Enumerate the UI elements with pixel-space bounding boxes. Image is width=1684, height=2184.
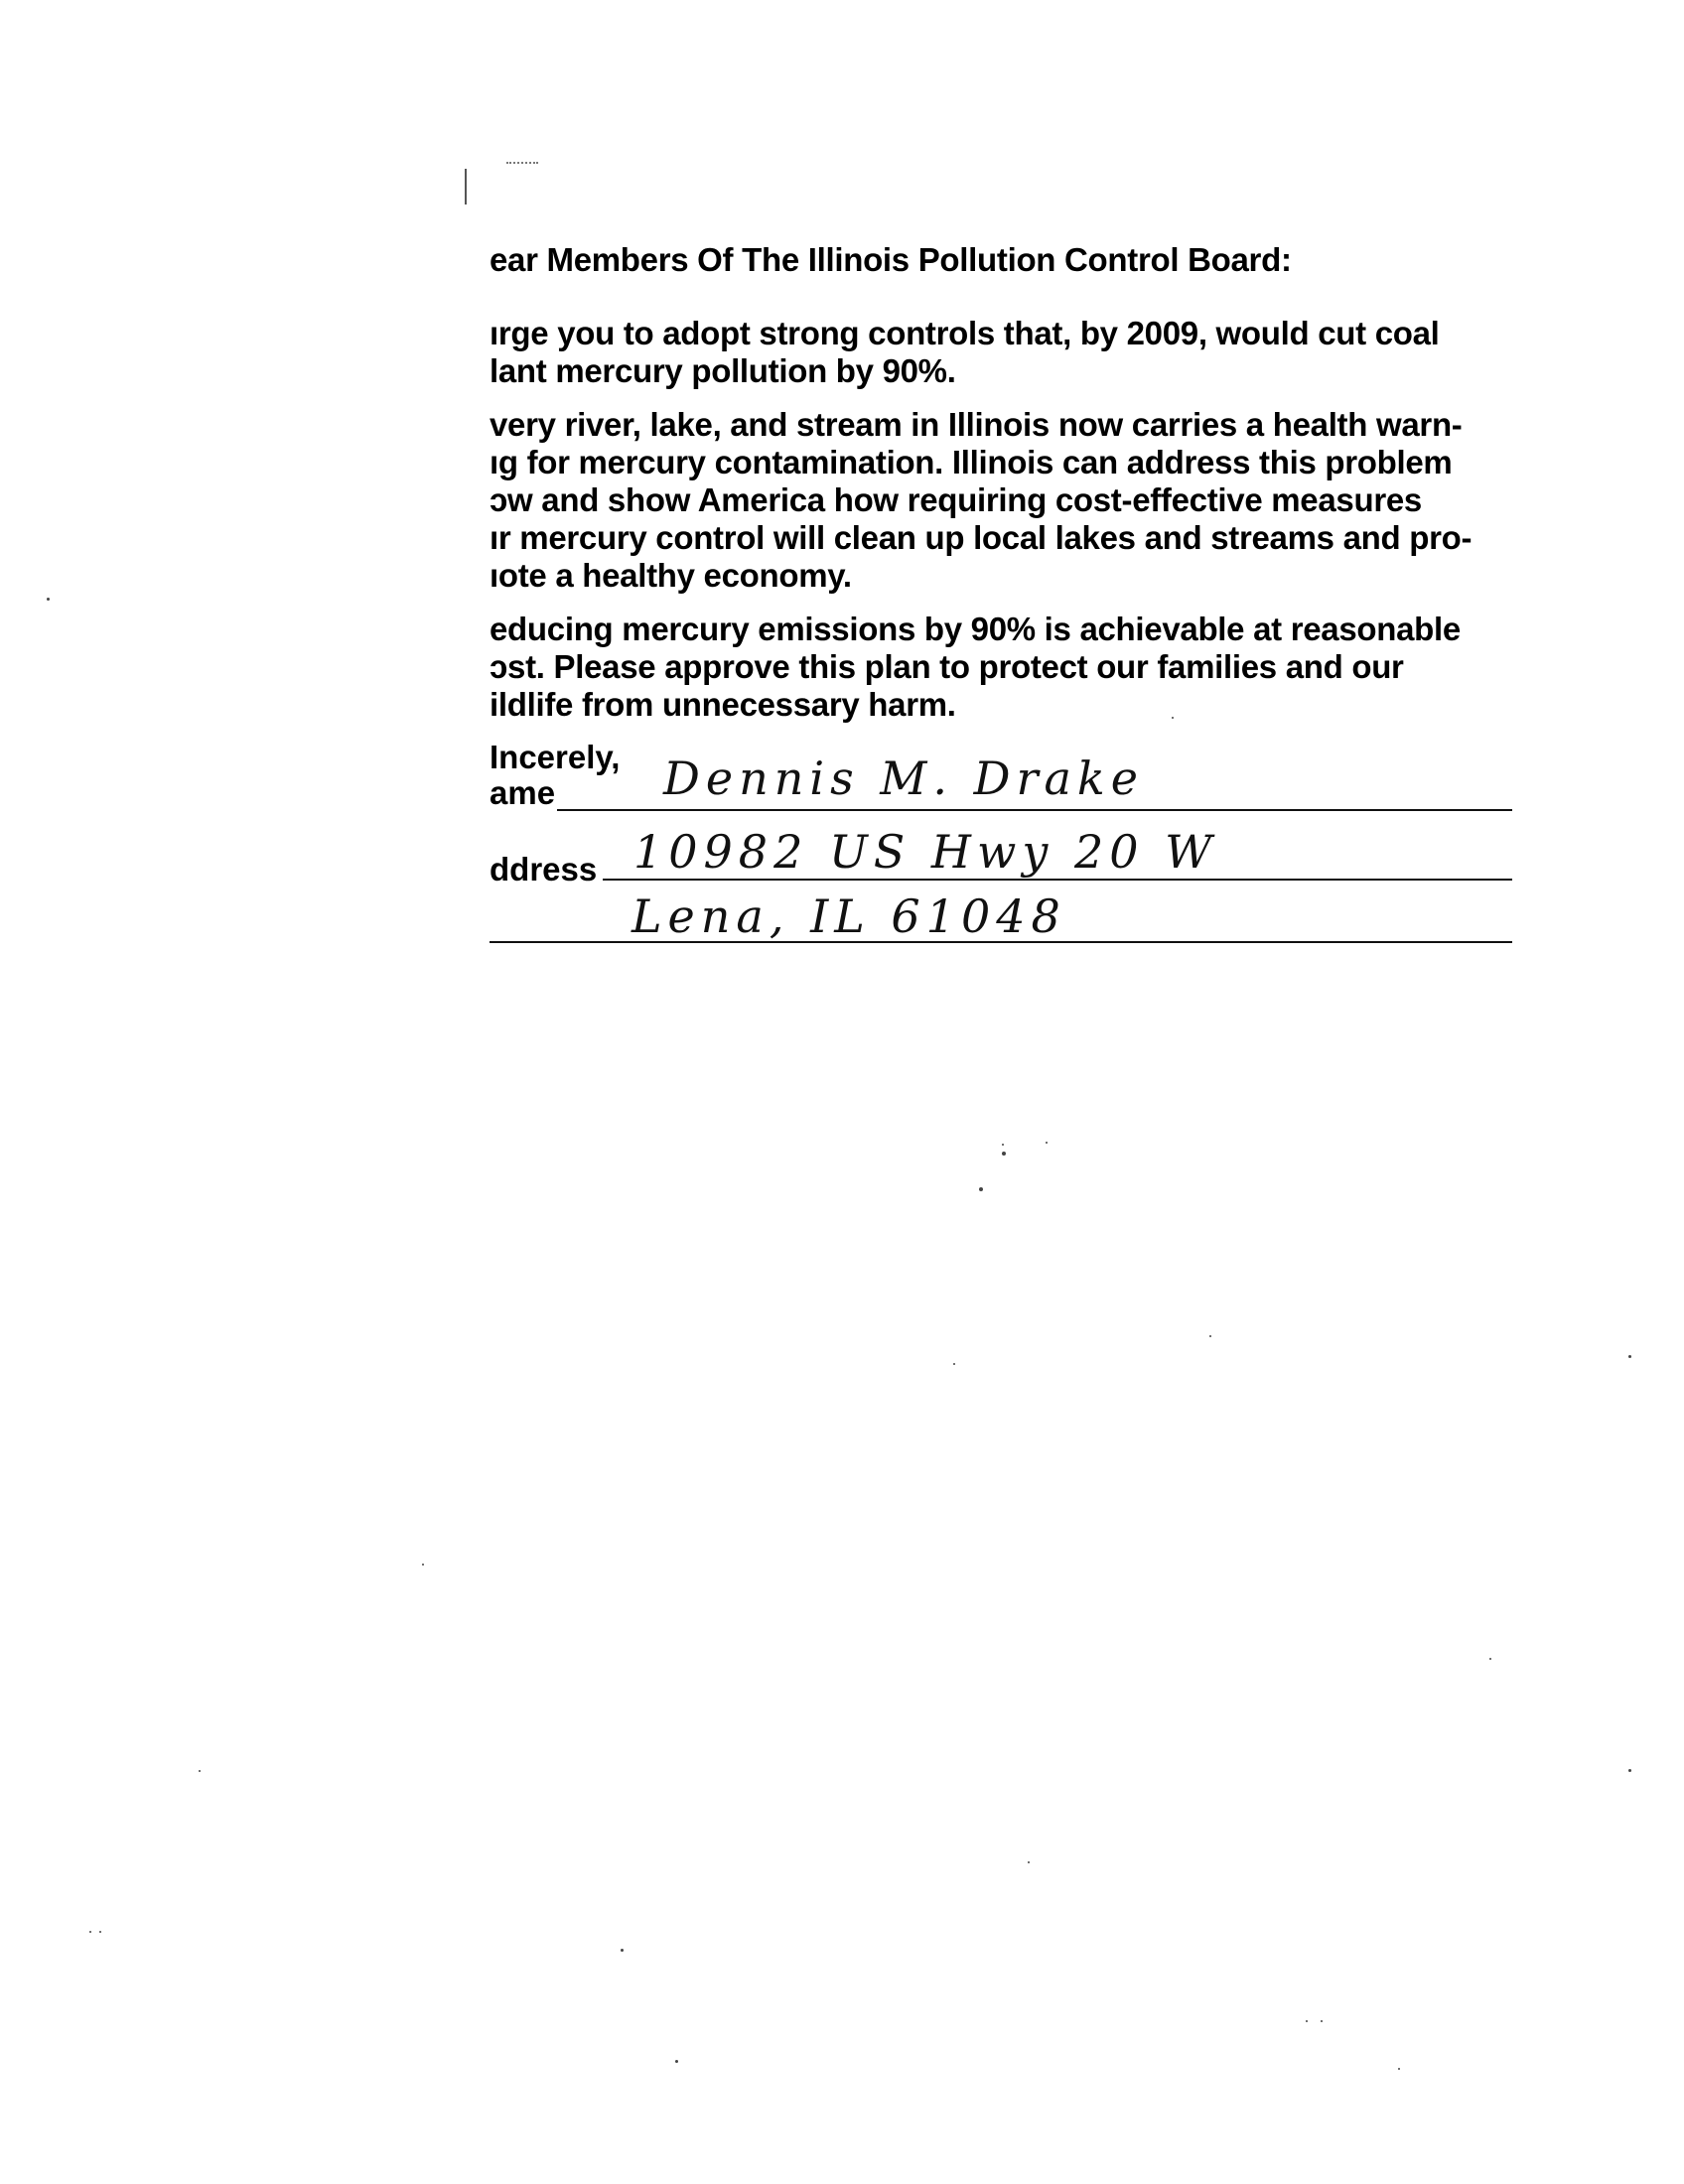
name-line <box>557 809 1512 811</box>
paragraph-line: ɔst. Please approve this plan to protect our families and our <box>490 648 1404 685</box>
scan-speck <box>1002 1152 1006 1156</box>
closing-label: Incerely, <box>490 739 621 775</box>
scan-speck <box>1398 2068 1400 2070</box>
paragraph-line: ɔw and show America how requiring cost-effective measures <box>490 481 1422 518</box>
scan-speck <box>422 1564 424 1566</box>
paragraph-line: ır mercury control will clean up local lakes and streams and pro- <box>490 519 1473 556</box>
letter-body <box>490 241 1512 740</box>
address-handwriting-1: 10982 US Hwy 20 W <box>633 825 1218 879</box>
scan-speck <box>1321 2020 1323 2022</box>
scan-speck <box>1306 2020 1308 2022</box>
paragraph-line: ıg for mercury contamination. Illinois can address this problem <box>490 444 1453 480</box>
address-handwriting-2: Lena, IL 61048 <box>632 889 1066 943</box>
paragraph-3 <box>490 611 1512 724</box>
paragraph-line: educing mercury emissions by 90% is achievable at reasonable <box>490 611 1461 647</box>
scan-speck <box>1028 1861 1030 1863</box>
scan-speck <box>99 1931 101 1933</box>
scan-speck <box>1172 717 1174 719</box>
address-label: ddress <box>490 851 598 887</box>
name-handwriting: Dennis M. Drake <box>663 751 1145 805</box>
scan-dots <box>506 162 538 164</box>
paragraph-line: very river, lake, and stream in Illinois now carries a health warn- <box>490 406 1463 443</box>
signature-form <box>490 740 1512 968</box>
scan-speck <box>1209 1335 1211 1337</box>
paragraph-line: ildlife from unnecessary harm. <box>490 686 956 723</box>
scan-speck <box>953 1363 955 1365</box>
paragraph-line: ıote a healthy economy. <box>490 557 852 594</box>
scan-speck <box>979 1187 983 1191</box>
scan-speck <box>1628 1355 1631 1358</box>
scan-speck <box>47 598 50 601</box>
salutation: ear Members Of The Illinois Pollution Control Board: <box>490 241 1292 278</box>
scan-speck <box>1628 1769 1631 1772</box>
scan-mark <box>465 169 467 205</box>
scan-speck <box>1046 1142 1048 1144</box>
scan-speck <box>199 1770 201 1772</box>
scan-speck <box>675 2060 678 2063</box>
paragraph-1 <box>490 315 1512 390</box>
paragraph-2 <box>490 406 1512 595</box>
paragraph-line: lant mercury pollution by 90%. <box>490 352 956 389</box>
scan-speck <box>1002 1144 1004 1146</box>
paragraph-line: ırge you to adopt strong controls that, by 2009, would cut coal <box>490 315 1440 351</box>
address-line-1 <box>603 879 1512 881</box>
name-label: ame <box>490 774 556 811</box>
scan-speck <box>1489 1658 1491 1660</box>
scan-speck <box>89 1931 91 1933</box>
scan-speck <box>621 1949 624 1952</box>
